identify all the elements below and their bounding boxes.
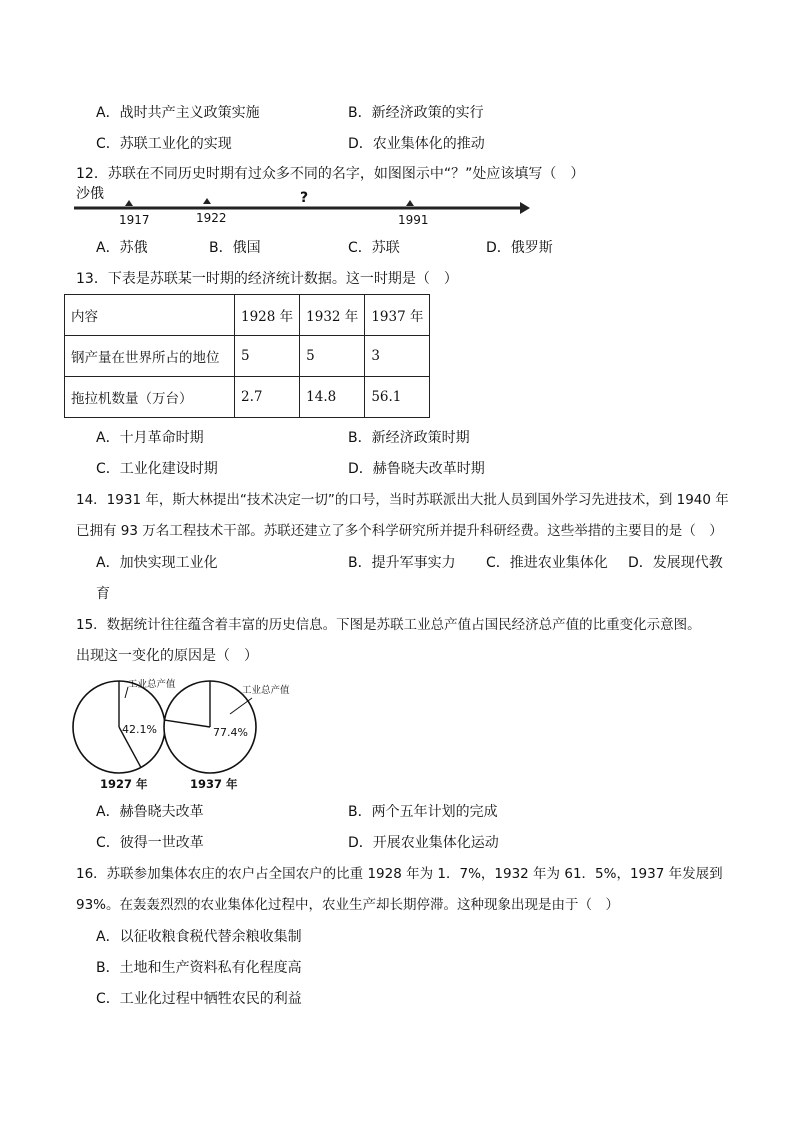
q14-stem-line2: 已拥有 93 万名工程技术干部。苏联还建立了多个科学研究所并提升科研经费。这些举措的主要目的是（ ） bbox=[76, 523, 723, 539]
q12-option-c: C．苏联 bbox=[348, 240, 400, 256]
timeline-mark-1991 bbox=[398, 200, 429, 227]
timeline-mark-1917 bbox=[119, 200, 150, 227]
table-cell: 5 bbox=[235, 336, 300, 377]
timeline-mark-1922 bbox=[196, 198, 227, 225]
table-cell: 5 bbox=[300, 336, 365, 377]
q12-timeline bbox=[70, 186, 540, 232]
q13-table bbox=[64, 294, 430, 418]
q14-stem-line1: 14．1931 年，斯大林提出“技术决定一切”的口号，当时苏联派出大批人员到国外学习先进技术，到 1940 年 bbox=[76, 492, 729, 508]
q16-option-c: C．工业化过程中牺牲农民的利益 bbox=[96, 991, 302, 1007]
q11-option-d: D．农业集体化的推动 bbox=[348, 136, 485, 152]
pie-slice-label: 工业总产值 bbox=[128, 679, 176, 690]
q14-option-c: C．推进农业集体化 bbox=[486, 555, 608, 571]
table-header-cell: 内容 bbox=[65, 295, 235, 336]
q15-option-c: C．彼得一世改革 bbox=[96, 835, 204, 851]
q16-stem-line1: 16．苏联参加集体农庄的农户占全国农户的比重 1928 年为 1．7%，1932 年为 61．5%，1937 年发展到 bbox=[76, 866, 723, 882]
q13-option-b: B．新经济政策时期 bbox=[348, 430, 470, 446]
q11-option-a: A．战时共产主义政策实施 bbox=[96, 105, 260, 121]
q14-option-b: B．提升军事实力 bbox=[348, 555, 456, 571]
table-row bbox=[65, 377, 430, 418]
pie-title: 1927 年 bbox=[100, 777, 148, 791]
q12-option-a: A．苏俄 bbox=[96, 240, 148, 256]
svg-text:1922: 1922 bbox=[196, 211, 227, 225]
q11-option-c: C．苏联工业化的实现 bbox=[96, 136, 232, 152]
q15-pie-charts bbox=[70, 676, 310, 796]
timeline-start-label: 沙俄 bbox=[76, 186, 104, 202]
svg-text:1991: 1991 bbox=[398, 213, 429, 227]
q14-option-a: A．加快实现工业化 bbox=[96, 555, 218, 571]
q11-option-b: B．新经济政策的实行 bbox=[348, 105, 484, 121]
table-cell: 14.8 bbox=[300, 377, 365, 418]
pie-slice-label: 工业总产值 bbox=[242, 685, 290, 696]
pie-title: 1937 年 bbox=[190, 777, 238, 791]
q13-option-a: A．十月革命时期 bbox=[96, 430, 204, 446]
pie-chart-1927 bbox=[73, 678, 176, 791]
table-cell: 2.7 bbox=[235, 377, 300, 418]
q12-option-d: D．俄罗斯 bbox=[486, 240, 553, 256]
q15-option-a: A．赫鲁晓夫改革 bbox=[96, 804, 204, 820]
table-cell: 3 bbox=[365, 336, 430, 377]
table-header-cell: 1928 年 bbox=[235, 295, 300, 336]
pie-value-label: 77.4% bbox=[213, 726, 248, 739]
pie-chart-1937 bbox=[164, 681, 290, 791]
q12-option-b: B．俄国 bbox=[209, 240, 261, 256]
table-cell: 56.1 bbox=[365, 377, 430, 418]
q16-stem-line2: 93%。在轰轰烈烈的农业集体化过程中，农业生产却长期停滞。这种现象出现是由于（ ） bbox=[76, 897, 620, 913]
svg-text:1917: 1917 bbox=[119, 213, 150, 227]
q13-option-d: D．赫鲁晓夫改革时期 bbox=[348, 461, 485, 477]
table-header-cell: 1932 年 bbox=[300, 295, 365, 336]
q16-option-a: A．以征收粮食税代替余粮收集制 bbox=[96, 929, 302, 945]
q15-option-b: B．两个五年计划的完成 bbox=[348, 804, 498, 820]
q15-option-d: D．开展农业集体化运动 bbox=[348, 835, 499, 851]
timeline-arrow-icon bbox=[520, 202, 530, 214]
q14-option-d-wrap: 育 bbox=[96, 586, 110, 602]
table-row bbox=[65, 336, 430, 377]
q13-stem: 13．下表是苏联某一时期的经济统计数据。这一时期是（ ） bbox=[76, 271, 458, 287]
q15-stem-line1: 15．数据统计往往蕴含着丰富的历史信息。下图是苏联工业总产值占国民经济总产值的比重变化示意图。 bbox=[76, 617, 701, 633]
q14-option-d: D．发展现代教 bbox=[628, 555, 723, 571]
q16-option-b: B．土地和生产资料私有化程度高 bbox=[96, 960, 302, 976]
q13-option-c: C．工业化建设时期 bbox=[96, 461, 218, 477]
timeline-question-mark: ? bbox=[300, 190, 309, 206]
table-header-row bbox=[65, 295, 430, 336]
q12-stem: 12．苏联在不同历史时期有过众多不同的名字，如图图示中“？”处应该填写（ ） bbox=[76, 166, 585, 182]
table-cell: 拖拉机数量（万台） bbox=[65, 377, 235, 418]
table-header-cell: 1937 年 bbox=[365, 295, 430, 336]
q15-stem-line2: 出现这一变化的原因是（ ） bbox=[76, 648, 258, 664]
table-cell: 钢产量在世界所占的地位 bbox=[65, 336, 235, 377]
pie-value-label: 42.1% bbox=[122, 723, 157, 736]
